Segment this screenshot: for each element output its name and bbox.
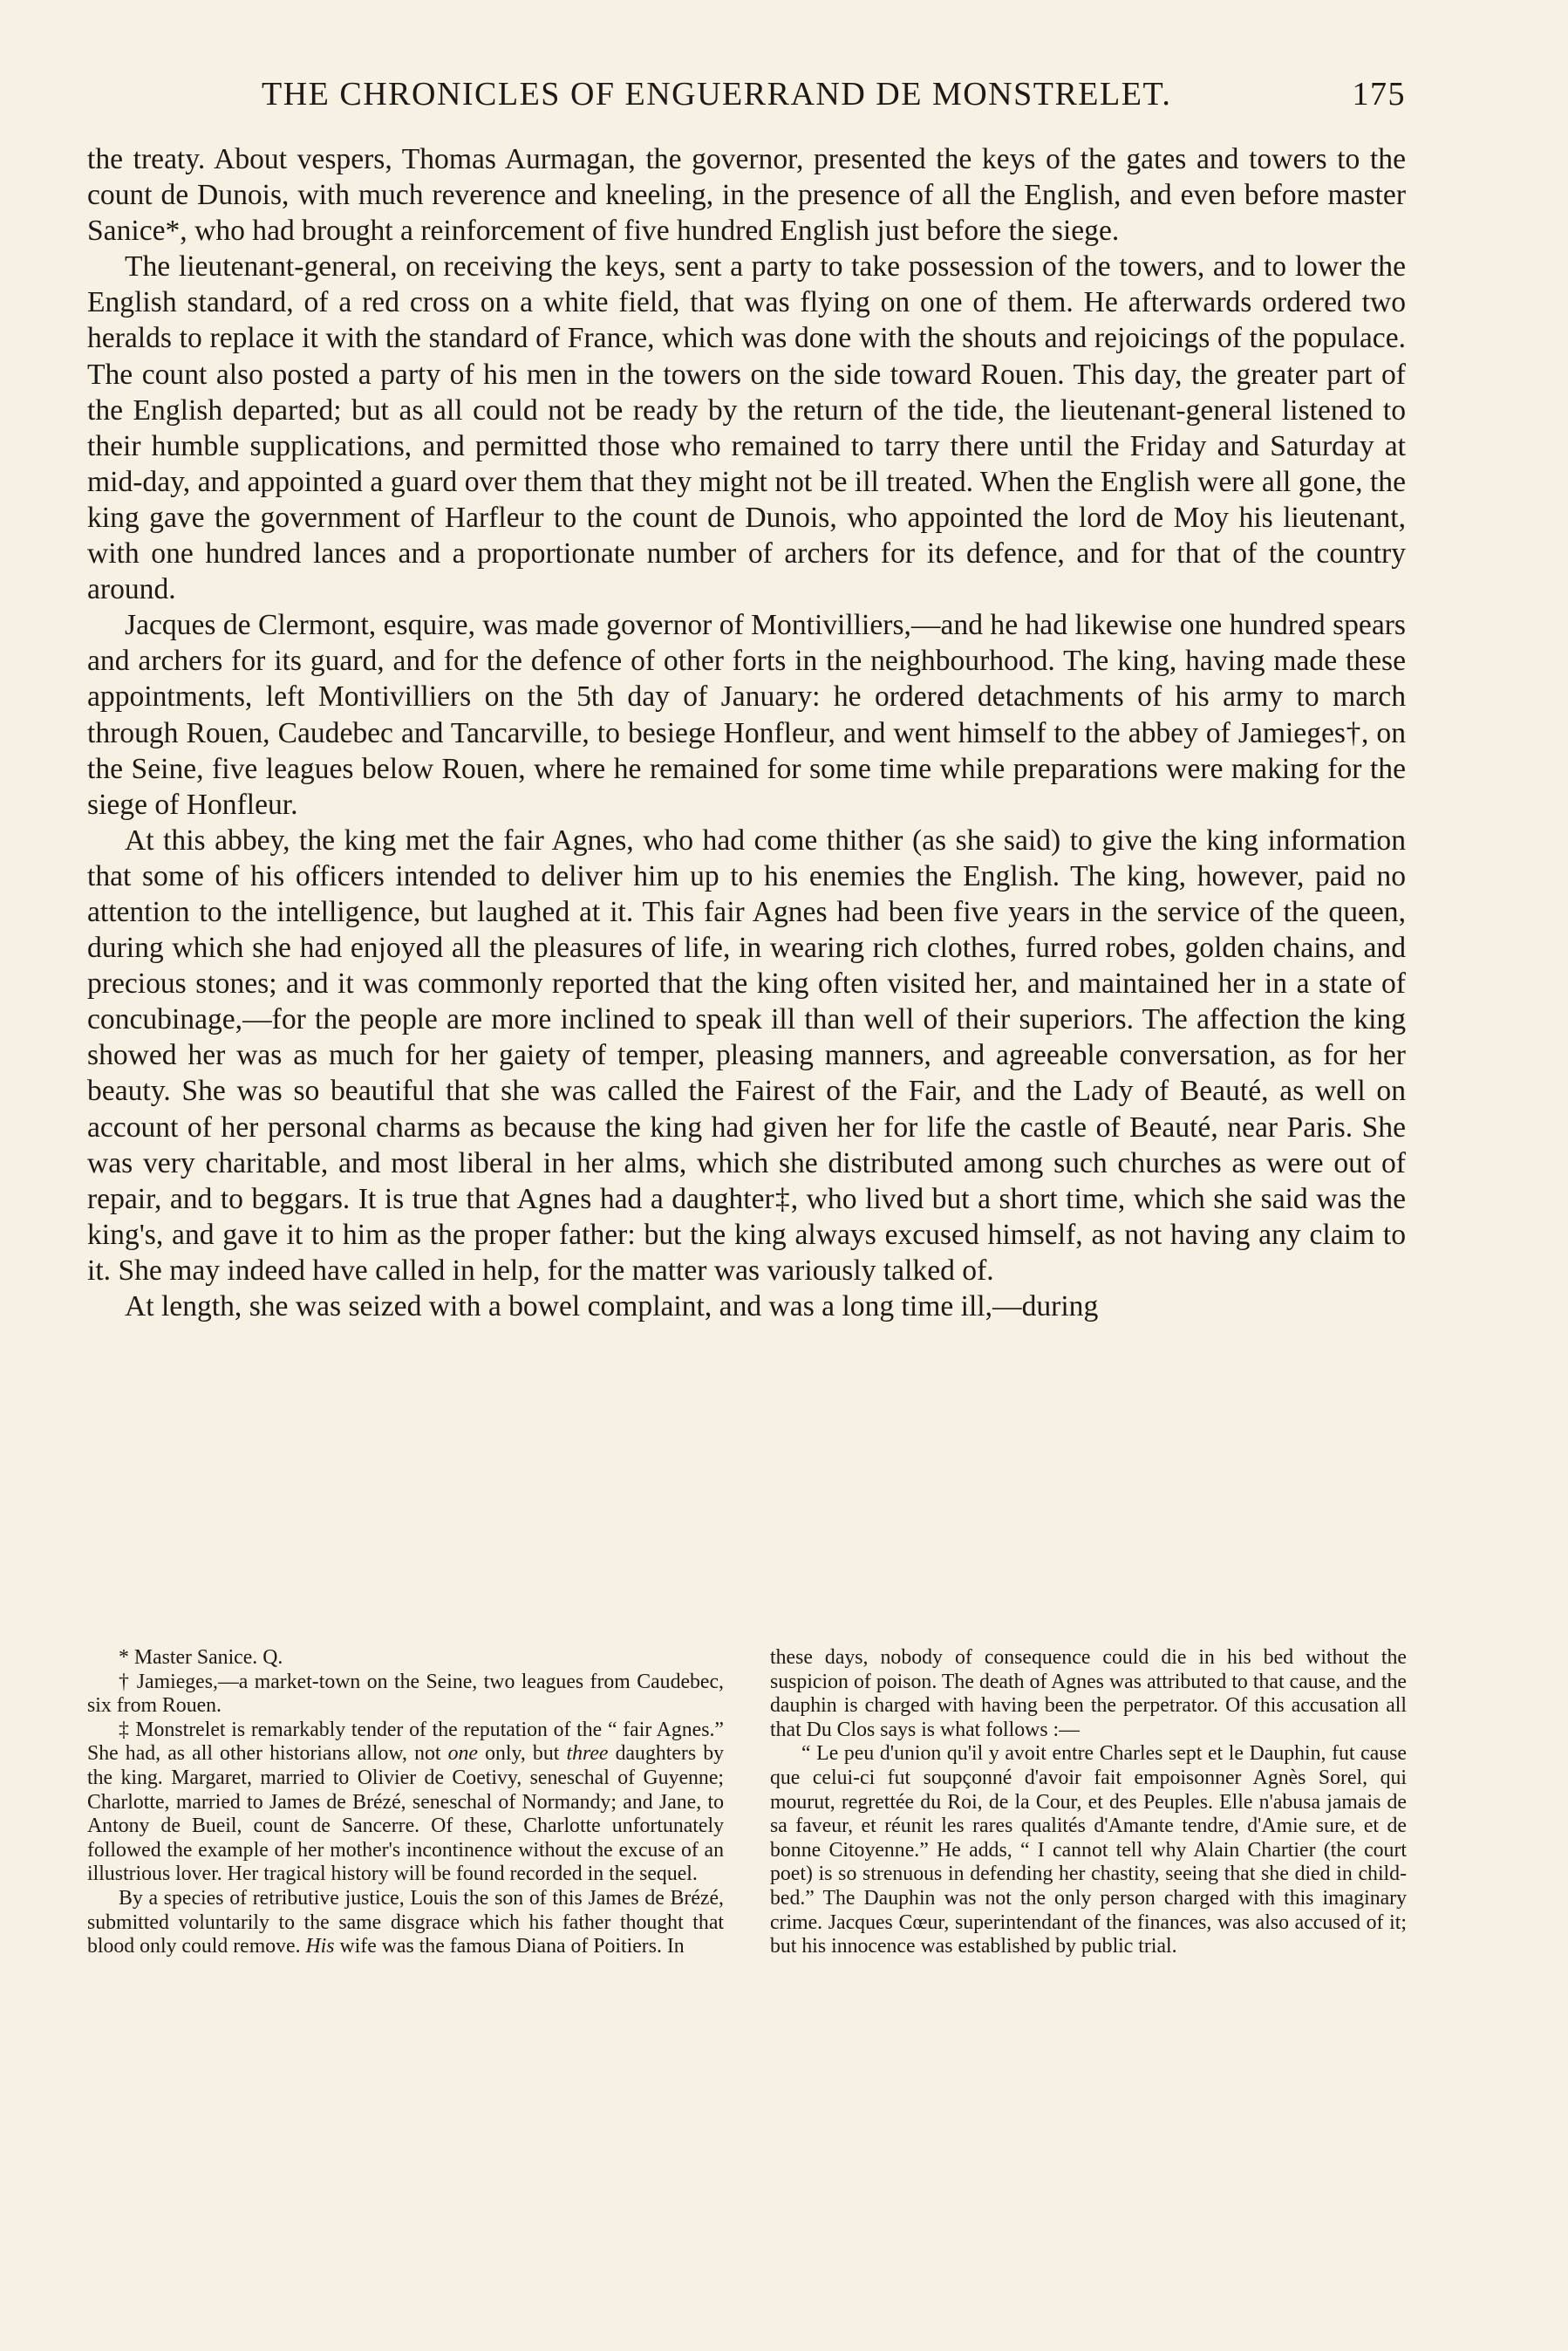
paragraph: Jacques de Clermont, esquire, was made governor of Montivilliers,—and he had likewise one hundred spears and archers for its guard, and for the defence of other forts in the neighbourhood. The king, having made these appointments, left Montivilliers on the 5th day of January: he ordered detachments of his army to march through Rouen, Caudebec and Tancarville, to besiege Honfleur, and went himself to the abbey of Jamieges†, on the Seine, five leagues below Rouen, where he remained for some time while preparations were making for the siege of Honfleur. bbox=[87, 609, 1406, 821]
footnote-text: ‡ Monstrelet is remarkably tender of the reputation of the “ fair Agnes.” She had, as all other historians allow, not bbox=[87, 1718, 724, 1766]
footnote-emphasis: His bbox=[305, 1935, 335, 1958]
footnotes-left-column bbox=[87, 1646, 724, 1959]
footnote-quotation: “ Le peu d'union qu'il y avoit entre Charles sept et le Dauphin, fut cause que celui-ci fut soupçonné d'avoir fait empoisonner Agnès Sorel, qui mourut, regrettée du Roi, de la Cour, et des Peuples. Elle n'abusa jamais de sa faveur, et réunit les rares qualités d'Amante tendre, d'Amie sure, et de bonne Citoyenne.” He adds, “ I cannot tell why Alain Chartier (the court poet) is so strenuous in defending her chastity, seeing that she died in child-bed.” The Dauphin was not the only person charged with this imaginary crime. Jacques Cœur, superintendant of the finances, was also accused of it; but his innocence was established by public trial. bbox=[770, 1742, 1407, 1958]
footnote: * Master Sanice. Q. bbox=[119, 1646, 283, 1669]
paragraph: the treaty. About vespers, Thomas Aurmagan, the governor, presented the keys of the gates and towers to the count de Dunois, with much reverence and kneeling, in the presence of all the English, and even before master Sanice*, who had brought a reinforcement of five hundred English just before the siege. bbox=[87, 143, 1406, 248]
footnote bbox=[87, 1719, 724, 1887]
main-text bbox=[87, 141, 1406, 1324]
footnotes bbox=[87, 1646, 1406, 2204]
footnote-text: only, but bbox=[477, 1742, 567, 1766]
running-title: THE CHRONICLES OF ENGUERRAND DE MONSTRELET. bbox=[262, 76, 1172, 113]
footnotes-right-column bbox=[770, 1646, 1407, 1959]
footnote-emphasis: one bbox=[447, 1742, 478, 1766]
running-header bbox=[87, 75, 1406, 119]
paragraph: At length, she was seized with a bowel complaint, and was a long time ill,—during bbox=[125, 1290, 1099, 1322]
footnote-continuation: these days, nobody of consequence could die in his bed without the suspicion of poison. The death of Agnes was attributed to that cause, and the dauphin is charged with having been the perpetrator. Of this accusation all that Du Clos says is what follows :— bbox=[770, 1646, 1407, 1741]
footnote-text: wife was the famous Diana of Poitiers. In bbox=[334, 1935, 685, 1958]
footnote-emphasis: three bbox=[566, 1742, 609, 1766]
footnote bbox=[87, 1887, 724, 1959]
footnote: † Jamieges,—a market-town on the Seine, two leagues from Caudebec, six from Rouen. bbox=[87, 1670, 724, 1718]
footnote-text: daughters by the king. Margaret, married to Olivier de Coetivy, seneschal of Guyenne; Charlotte, married to James de Brézé, seneschal of Normandy; and Jane, to Antony de Bueil, count de Sancerre. Of these, Charlotte unfortunately followed the example of her mother's incontinence without the excuse of an illustrious lover. Her tragical history will be found recorded in the sequel. bbox=[87, 1742, 725, 1886]
paragraph: At this abbey, the king met the fair Agnes, who had come thither (as she said) to give the king information that some of his officers intended to deliver him up to his enemies the English. The king, however, paid no attention to the intelligence, but laughed at it. This fair Agnes had been five years in the service of the queen, during which she had enjoyed all the pleasures of life, in wearing rich clothes, furred robes, golden chains, and precious stones; and it was commonly reported that the king often visited her, and maintained her in a state of concubinage,—for the people are more inclined to speak ill than well of their superiors. The affection the king showed her was as much for her gaiety of temper, pleasing manners, and agreeable conversation, as for her beauty. She was so beautiful that she was called the Fairest of the Fair, and the Lady of Beauté, as well on account of her personal charms as because the king had given her for life the castle of Beauté, near Paris. She was very charitable, and most liberal in her alms, which she distributed among such churches as were out of repair, and to beggars. It is true that Agnes had a daughter‡, who lived but a short time, which she said was the king's, and gave it to him as the proper father: but the king always excused himself, as not having any claim to it. She may indeed have called in help, for the matter was variously talked of. bbox=[87, 824, 1406, 1287]
footnote-text: By a species of retributive justice, Louis the son of this James de Brézé, submitted voluntarily to the same disgrace which his father thought that blood only could remove. bbox=[87, 1886, 724, 1958]
page-number: 175 bbox=[1352, 76, 1406, 113]
paragraph: The lieutenant-general, on receiving the keys, sent a party to take possession of the towers, and to lower the English standard, of a red cross on a white field, that was flying on one of them. He afterwards ordered two heralds to replace it with the standard of France, which was done with the shouts and rejoicings of the populace. The count also posted a party of his men in the towers on the side toward Rouen. This day, the greater part of the English departed; but as all could not be ready by the return of the tide, the lieutenant-general listened to their humble supplications, and permitted those who remained to tarry there until the Friday and Saturday at mid-day, and appointed a guard over them that they might not be ill treated. When the English were all gone, the king gave the government of Harfleur to the count de Dunois, who appointed the lord de Moy his lieutenant, with one hundred lances and a proportionate number of archers for its defence, and for that of the country around. bbox=[87, 250, 1406, 606]
